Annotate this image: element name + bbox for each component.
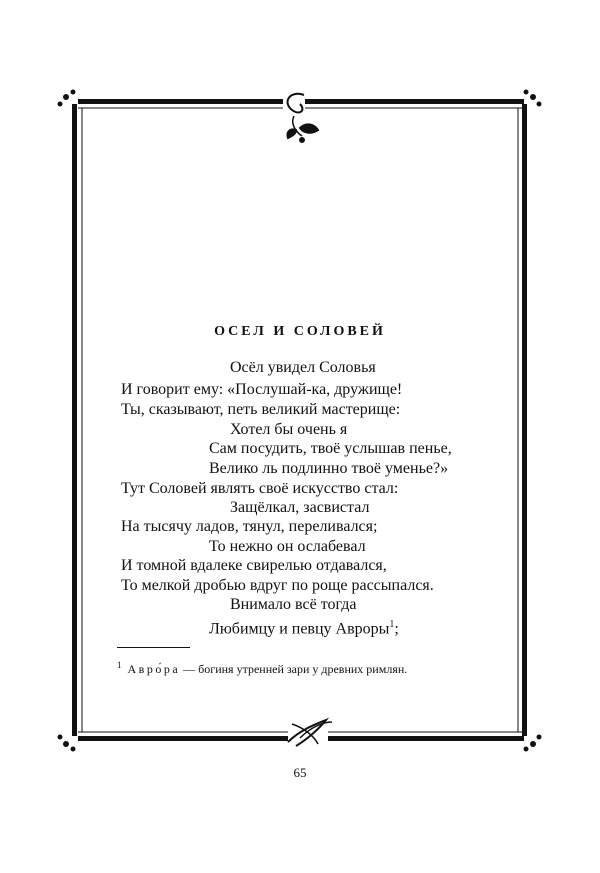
bottom-flourish-icon: [288, 720, 332, 746]
footnote-term: Авро́ра: [127, 662, 181, 676]
footnote: [117, 660, 407, 677]
page-number: 65: [293, 765, 307, 780]
footnote-text: — богиня утренней зари у древних римлян.: [180, 662, 408, 676]
footnote-divider: [117, 647, 190, 648]
poem-line: Защёлкал, засвистал: [230, 499, 370, 516]
poem-line: И говорит ему: «Послушай-ка, дружище!: [121, 381, 403, 398]
poem-line: Внимало всё тогда: [230, 596, 357, 613]
poem-line: На тысячу ладов, тянул, переливался;: [121, 518, 378, 535]
poem-title: ОСЕЛ И СОЛОВЕЙ: [214, 324, 386, 339]
poem-line: То нежно он ослабевал: [209, 538, 366, 555]
poem-line: Осёл увидел Соловья: [230, 359, 376, 376]
footnote-number: 1: [117, 660, 122, 670]
footnote-reference: 1: [389, 619, 395, 630]
line-end-punctuation: ;: [394, 620, 399, 638]
poem-line: И томной вдалеке свирелью отдавался,: [121, 557, 387, 574]
poem-line: Ты, сказывают, петь великий мастерище:: [121, 401, 401, 418]
poem-line-text: Любимцу и певцу Авроры: [209, 620, 390, 638]
frame-left-border: [72, 104, 82, 736]
poem-line: Велико ль подлинно твоё уменье?»: [209, 460, 449, 477]
poem-line: Тут Соловей являть своё искусство стал:: [121, 480, 399, 497]
frame-right-border: [518, 104, 527, 736]
poem-line-with-footnote: [209, 616, 399, 638]
poem-line: То мелкой дробью вдруг по роще рассыпался.: [121, 577, 434, 594]
poem-line: Хотел бы очень я: [230, 421, 348, 438]
poem-line: Сам посудить, твоё услышав пенье,: [209, 440, 452, 457]
